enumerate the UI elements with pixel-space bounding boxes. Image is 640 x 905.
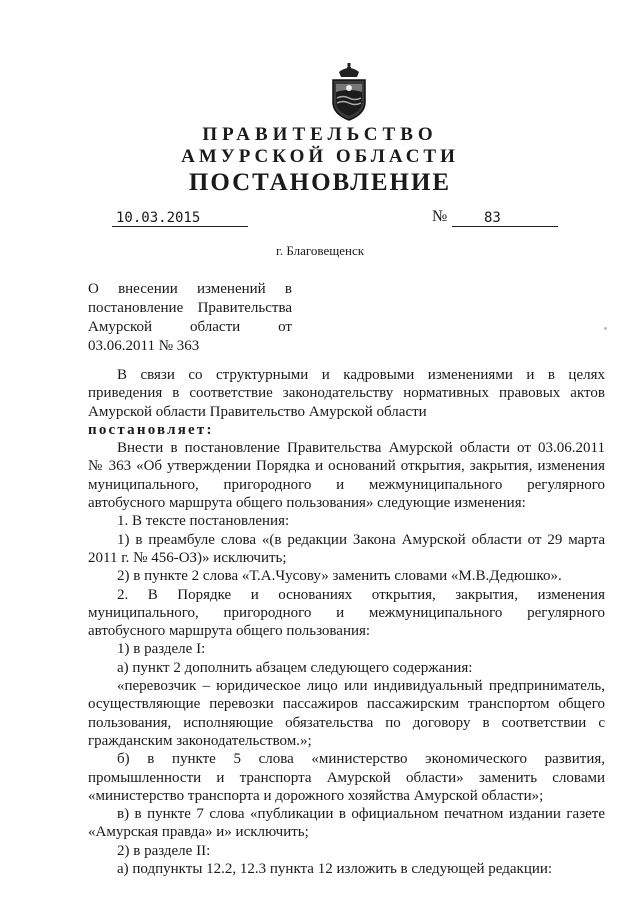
body-line: осуществляющие перевозки пассажиров пассажирским транспортом общего	[88, 696, 605, 713]
subject-line: постановление Правительства	[88, 300, 292, 316]
city: г. Благовещенск	[275, 243, 365, 258]
body-line: промышленности и транспорта Амурской области» заменить словами	[88, 769, 605, 786]
body-line: а) подпункты 12.2, 12.3 пункта 12 изложить в следующей редакции:	[117, 861, 553, 878]
body-line: муниципального, пригородного и межмуниципального регулярного	[88, 476, 605, 493]
body-line: гражданским законодательством.»;	[88, 732, 312, 749]
subject-line: Амурской области от	[88, 319, 292, 335]
number-label: №	[432, 208, 448, 225]
region-name: АМУРСКОЙ ОБЛАСТИ	[181, 146, 459, 167]
document-body	[88, 366, 605, 878]
document-date: 10.03.2015	[112, 211, 248, 227]
subject-line: 03.06.2011 № 363	[88, 338, 200, 354]
body-line: «перевозчик – юридическое лицо или индивидуальный предприниматель,	[117, 678, 605, 695]
body-line: 2) в разделе II:	[117, 842, 211, 859]
body-line: автобусного маршрута общего пользования» следующие изменения:	[88, 495, 526, 512]
body-line: 2) в пункте 2 слова «Т.А.Чусову» заменить словами «М.В.Дедюшко».	[117, 568, 562, 585]
body-line: пользования, исполняющие обязательства по договору в соответствии с	[88, 714, 605, 731]
body-line: автобусного маршрута общего пользования:	[88, 623, 371, 640]
government-name: ПРАВИТЕЛЬСТВО	[202, 124, 438, 145]
body-line: муниципального, пригородного и межмуниципального регулярного	[88, 604, 605, 621]
document-subject	[88, 280, 292, 356]
body-line: в) в пункте 7 слова «публикации в официальном печатном издании газете	[117, 806, 605, 823]
body-line: Амурской области Правительство Амурской области	[88, 403, 427, 420]
body-line: 1) в разделе I:	[117, 641, 206, 658]
body-line: 2. В Порядке и основаниях открытия, закрытия, изменения	[117, 586, 605, 603]
coat-of-arms-icon	[325, 62, 373, 122]
body-line: приведения в соответствие законодательству нормативных правовых актов	[88, 385, 605, 402]
body-line: «Амурская правда» и» исключить;	[88, 824, 309, 841]
body-line: 1. В тексте постановления:	[117, 513, 290, 530]
body-line: «министерство транспорта и дорожного хозяйства Амурской области»;	[88, 787, 544, 804]
resolution-word: постановляет:	[88, 421, 214, 438]
body-line: Внести в постановление Правительства Амурской области от 03.06.2011	[117, 440, 605, 457]
body-line: 2011 г. № 456-ОЗ)» исключить;	[88, 549, 287, 566]
scan-speck	[604, 327, 607, 330]
body-line: В связи со структурными и кадровыми изменениями и в целях	[117, 367, 605, 383]
body-line: а) пункт 2 дополнить абзацем следующего содержания:	[117, 659, 473, 676]
document-number: 83	[452, 211, 558, 227]
body-line: б) в пункте 5 слова «министерство экономического развития,	[117, 751, 605, 768]
body-line: № 363 «Об утверждении Порядка и оснований открытия, закрытия, изменения	[88, 458, 605, 475]
document-type: ПОСТАНОВЛЕНИЕ	[188, 169, 452, 196]
subject-line: О внесении изменений в	[88, 281, 292, 297]
body-line: 1) в преамбуле слова «(в редакции Закона Амурской области от 29 марта	[117, 531, 605, 548]
